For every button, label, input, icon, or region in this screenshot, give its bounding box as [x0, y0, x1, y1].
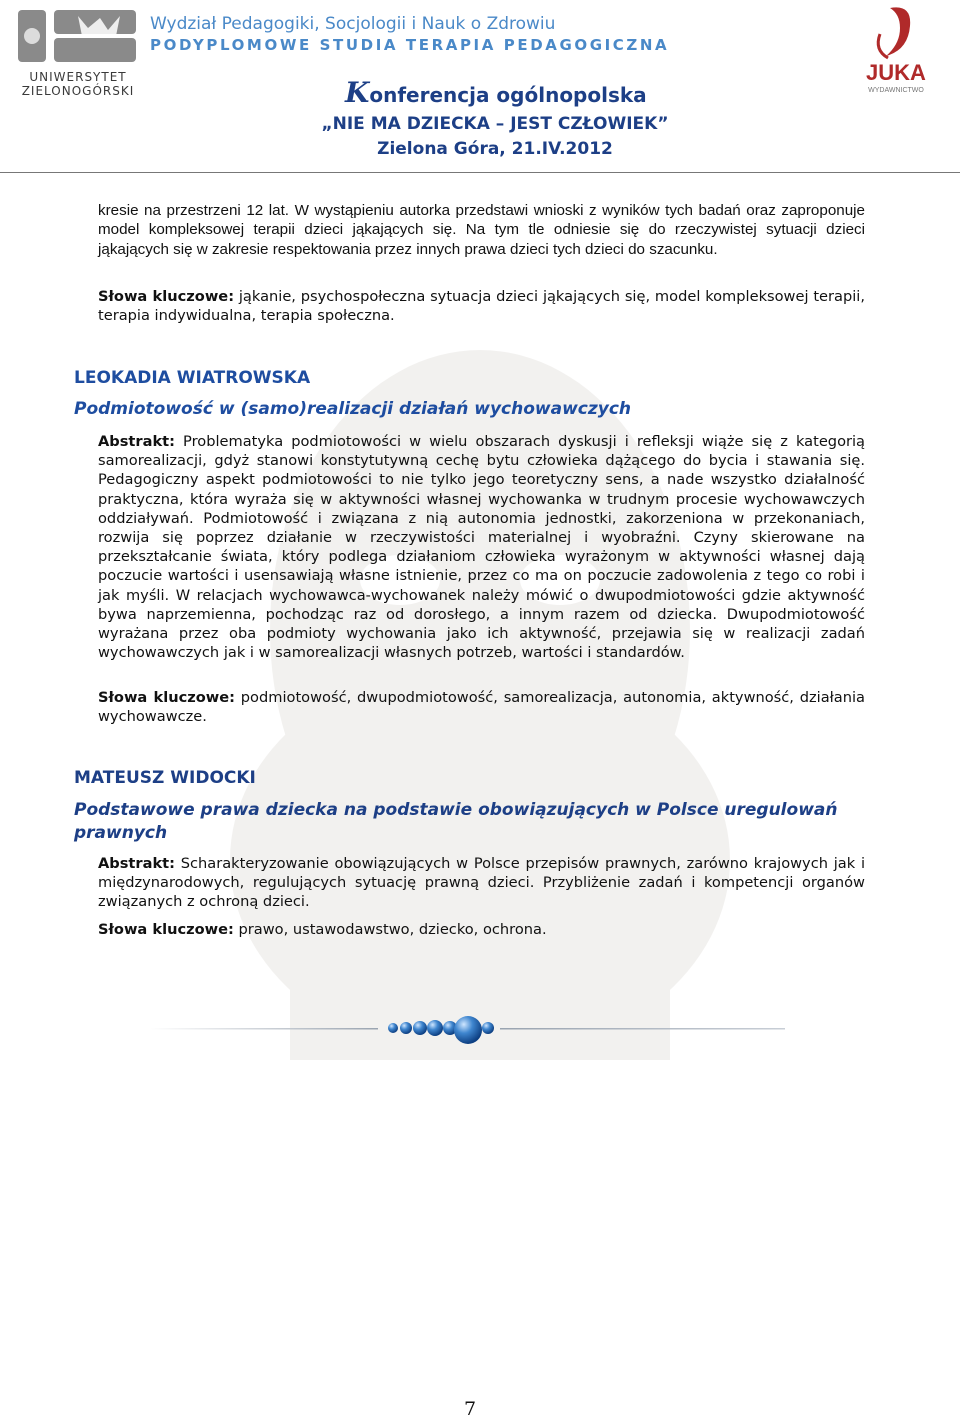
- talk-title: Podmiotowość w (samo)realizacji działań wychowawczych: [74, 399, 632, 419]
- continuation-paragraph: kresie na przestrzeni 12 lat. W wystąpieniu autorka przedstawi wnioski z wyników tych badań oraz zaproponuje model kompleksowej terapii dzieci jąkających się. Na tym tle odniesie się do rzeczywistej sytuacji dzieci jąkających się w zakresie respektowania przez innych prawa dzieci tych dzieci do szacunku.: [98, 202, 865, 258]
- conference-place-date: Zielona Góra, 21.IV.2012: [377, 139, 613, 159]
- bubble-divider-icon: [150, 1012, 790, 1048]
- author-name: MATEUSZ WIDOCKI: [74, 768, 256, 788]
- abstract-paragraph: [98, 432, 865, 662]
- keywords-label: Słowa kluczowe:: [98, 689, 235, 706]
- author-name: LEOKADIA WIATROWSKA: [74, 368, 311, 388]
- juka-logo-subtext: WYDAWNICTWO: [868, 87, 924, 94]
- abstract-paragraph: [98, 854, 865, 912]
- juka-logo-text: JUKA: [866, 60, 926, 85]
- page-number: 7: [463, 1398, 477, 1420]
- continuation-keywords: [98, 287, 865, 325]
- abstract-keywords: [98, 688, 865, 726]
- faculty-name: Wydział Pedagogiki, Socjologii i Nauk o Zdrowiu: [150, 14, 556, 34]
- abstract-text: Scharakteryzowanie obowiązujących w Polsce przepisów prawnych, zarówno krajowych jak i międzynarodowych, regulujących sytuację prawną dzieci. Przybliżenie zadań i kompetencji organów związanych z ochroną dzieci.: [98, 855, 866, 911]
- conference-title-initial: K: [345, 76, 370, 109]
- abstract-label: Abstrakt:: [98, 433, 175, 450]
- keywords-text: prawo, ustawodawstwo, dziecko, ochrona.: [238, 921, 547, 938]
- abstract-label: Abstrakt:: [98, 855, 175, 872]
- abstract-keywords: [98, 920, 865, 939]
- page-header: [0, 0, 960, 175]
- keywords-text: jąkanie, psychospołeczna sytuacja dzieci jąkających się, model kompleksowej terapii, terapia indywidualna, terapia społeczna.: [98, 288, 865, 325]
- keywords-text: podmiotowość, dwupodmiotowość, samorealizacja, autonomia, aktywność, działania wychowawcze.: [98, 689, 865, 726]
- keywords-label: Słowa kluczowe:: [98, 288, 235, 305]
- university-logo-text: UNIWERSYTET ZIELONOGÓRSKI: [21, 70, 135, 98]
- talk-title: Podstawowe prawa dziecka na podstawie obowiązujących w Polsce uregulowań prawnych: [74, 800, 838, 843]
- juka-logo-icon: [860, 4, 932, 96]
- abstract-text: Problematyka podmiotowości w wielu obszarach dyskusji i refleksji wiąże się z kategorią samorealizacji, gdyż stanowi konstytutywną cechę bytu człowieka dążącego do bycia i stawania się. Pedagogiczny aspekt podmiotowości to nie tylko jego teoretyczny sens, a nade wszystko działalność praktyczna, która wyraża się w aktywności własnej wychowanka w trudnym procesie wychowawczych oddziaływań. Podmiotowość i związana z nią autonomia jednostki, zakorzeniona w przekonaniach, rozwija się poprzez działanie w rzeczywistości materialnej i wyobraźni. Czyny skierowane na przekształcanie świata, który podlega działaniom człowieka wyrażonym w aktywności własnej dają poczucie wartości i usensawiają własne istnienie, przez co ma on poczucie zadowolenia z tego co robi i jak myśli. W relacjach wychowawca-wychowanek należy mówić o dwupodmiotowości gdzie aktywność bywa naprzemienna, pochodząc raz od dorosłego, a innym razem od dziecka. Dwupodmiotowość wyrażana przez oba podmioty wychowania jako ich aktywność, przejawia się w realizacji zadań wychowawczych jak i w samorealizacji własnych potrzeb, wartości i standardów.: [98, 433, 865, 662]
- conference-title: [345, 76, 647, 109]
- conference-title-rest: onferencja ogólnopolska: [369, 83, 647, 107]
- keywords-label: Słowa kluczowe:: [98, 921, 234, 938]
- conference-subtitle: „NIE MA DZIECKA – JEST CZŁOWIEK”: [321, 114, 669, 134]
- header-divider: [0, 172, 960, 173]
- programme-name: PODYPLOMOWE STUDIA TERAPIA PEDAGOGICZNA: [150, 36, 670, 54]
